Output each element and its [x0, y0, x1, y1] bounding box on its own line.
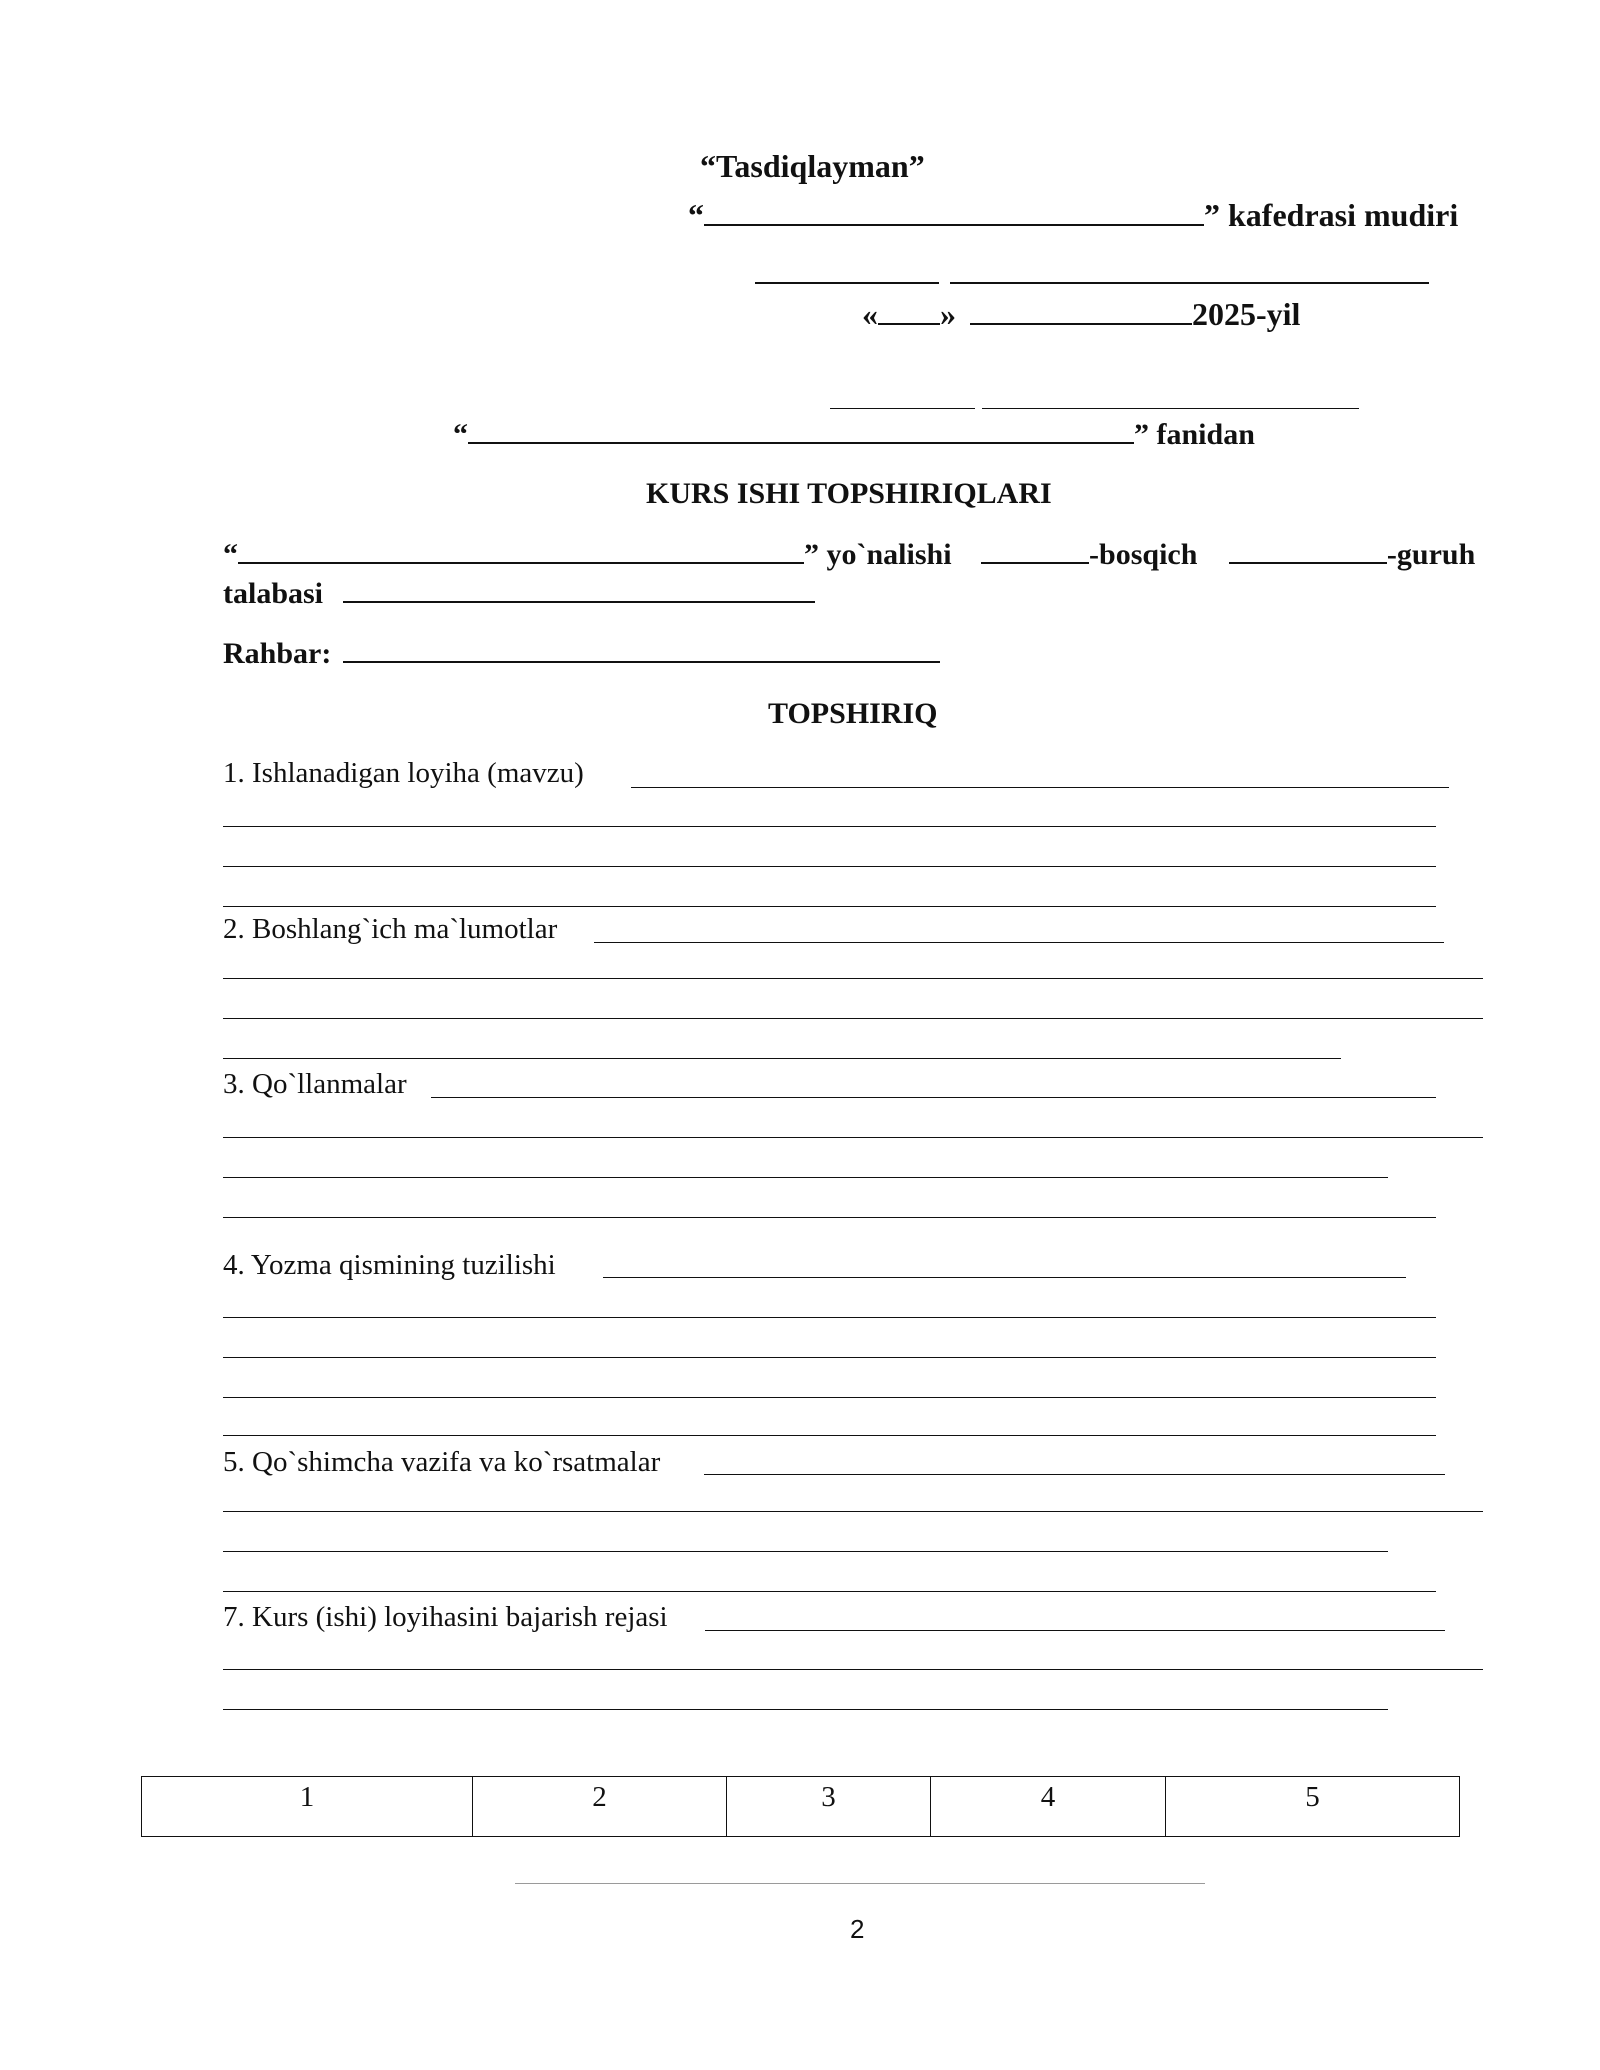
supervisor-line [223, 637, 940, 671]
task-4-line[interactable] [223, 1357, 1436, 1358]
task-5-blank[interactable] [704, 1474, 1445, 1475]
subject-blank[interactable] [468, 442, 1134, 444]
page-number: 2 [850, 1914, 865, 1944]
task-7-line[interactable] [223, 1709, 1388, 1710]
task-7-blank[interactable] [705, 1630, 1445, 1631]
task-2-line[interactable] [223, 1058, 1341, 1059]
document-heading: KURS ISHI TOPSHIRIQLARI [646, 477, 1052, 510]
task-3-line[interactable] [223, 1137, 1483, 1138]
table-cell[interactable]: 1 [142, 1777, 473, 1837]
task-7-label: 7. Kurs (ishi) loyihasini bajarish rejasi [223, 1601, 668, 1633]
subject-suffix: ” fanidan [1134, 418, 1255, 451]
task-4-line[interactable] [223, 1435, 1436, 1436]
student-name-blank[interactable] [343, 601, 815, 603]
task-3-line[interactable] [223, 1177, 1388, 1178]
month-blank[interactable] [970, 323, 1192, 325]
task-3-line[interactable] [223, 1217, 1436, 1218]
date-open: « [862, 296, 878, 332]
task-4-blank[interactable] [603, 1277, 1406, 1278]
task-2-label: 2. Boshlang`ich ma`lumotlar [223, 913, 558, 945]
task-1-line[interactable] [223, 826, 1436, 827]
department-quote-open: “ [688, 197, 704, 233]
approval-title: “Tasdiqlayman” [700, 148, 925, 184]
name-blank-2[interactable] [982, 408, 1359, 409]
group-suffix: -guruh [1386, 538, 1476, 571]
supervisor-blank[interactable] [343, 661, 940, 663]
table-cell[interactable]: 2 [473, 1777, 727, 1837]
direction-suffix: ” yo`nalishi [804, 538, 952, 571]
department-suffix: ” kafedrasi mudiri [1204, 197, 1459, 233]
direction-quote-open: “ [223, 538, 238, 571]
task-5-line[interactable] [223, 1591, 1436, 1592]
task-2-line[interactable] [223, 1018, 1483, 1019]
date-close: » [940, 296, 956, 332]
supervisor-label: Rahbar: [223, 637, 332, 670]
task-2-blank[interactable] [594, 942, 1444, 943]
student-direction-line [223, 538, 1475, 572]
year-label: 2025-yil [1192, 296, 1301, 332]
head-name-blank[interactable] [950, 282, 1429, 284]
direction-blank[interactable] [238, 562, 804, 564]
subject-quote-open: “ [453, 418, 468, 451]
task-3-label: 3. Qo`llanmalar [223, 1068, 407, 1100]
footer-divider [515, 1883, 1205, 1884]
table-row [142, 1777, 1460, 1837]
department-line [688, 197, 1458, 234]
task-4-line[interactable] [223, 1317, 1436, 1318]
task-4-line[interactable] [223, 1397, 1436, 1398]
table-cell[interactable]: 5 [1166, 1777, 1460, 1837]
task-7-line[interactable] [223, 1669, 1483, 1670]
task-2-line[interactable] [223, 978, 1483, 979]
stage-blank[interactable] [981, 562, 1089, 564]
signature-blank-2[interactable] [830, 408, 975, 409]
task-5-label: 5. Qo`shimcha vazifa va ko`rsatmalar [223, 1446, 661, 1478]
group-blank[interactable] [1229, 562, 1387, 564]
plan-table [141, 1776, 1460, 1837]
task-4-label: 4. Yozma qismining tuzilishi [223, 1249, 556, 1281]
task-5-line[interactable] [223, 1551, 1388, 1552]
task-1-label: 1. Ishlanadigan loyiha (mavzu) [223, 757, 584, 789]
task-1-blank[interactable] [631, 787, 1449, 788]
task-1-line[interactable] [223, 906, 1436, 907]
task-heading: TOPSHIRIQ [768, 697, 938, 730]
subject-line [453, 418, 1255, 452]
signature-blank[interactable] [755, 282, 939, 284]
student-name-line [223, 577, 815, 611]
table-cell[interactable]: 4 [931, 1777, 1166, 1837]
task-1-line[interactable] [223, 866, 1436, 867]
task-5-line[interactable] [223, 1511, 1483, 1512]
day-blank[interactable] [878, 323, 940, 325]
approval-date-line [862, 296, 1300, 333]
task-3-blank[interactable] [431, 1097, 1436, 1098]
department-blank[interactable] [704, 224, 1204, 226]
student-label: talabasi [223, 577, 324, 610]
table-cell[interactable]: 3 [727, 1777, 931, 1837]
stage-suffix: -bosqich [1089, 538, 1198, 571]
